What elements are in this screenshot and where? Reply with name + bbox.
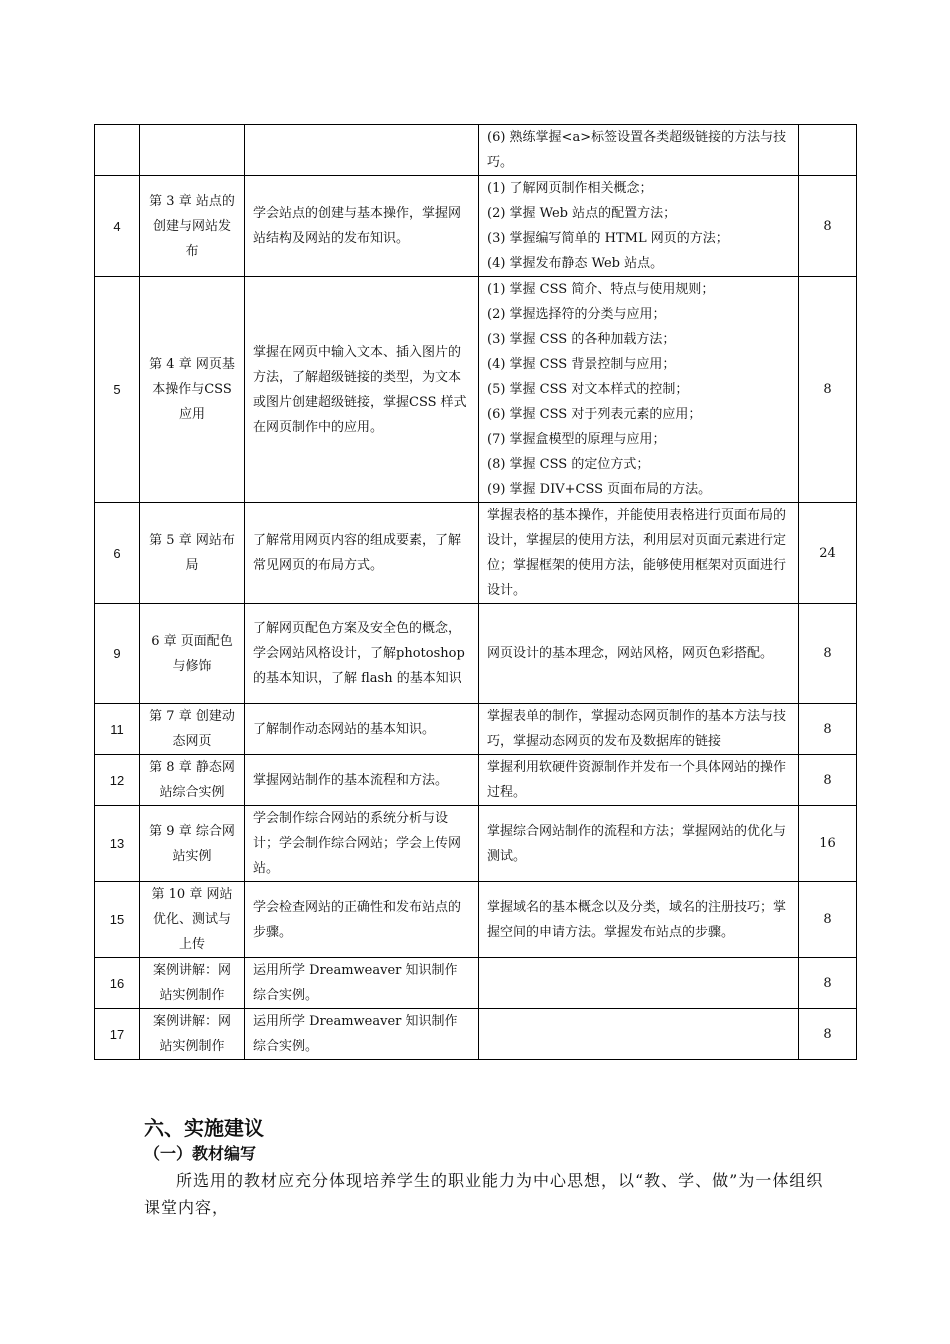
learning-objectives bbox=[479, 176, 799, 277]
table-row bbox=[95, 704, 857, 755]
teaching-content bbox=[245, 125, 479, 176]
objective-item: (1) 掌握 CSS 简介、特点与使用规则； bbox=[487, 282, 715, 297]
lesson-number bbox=[95, 125, 140, 176]
teaching-content: 了解网页配色方案及安全色的概念，学会网站风格设计，了解photoshop 的基本知识，了解 flash 的基本知识 bbox=[245, 604, 479, 704]
learning-objectives bbox=[479, 503, 799, 604]
learning-objectives bbox=[479, 704, 799, 755]
objective-item: (2) 掌握选择符的分类与应用； bbox=[487, 307, 666, 322]
chapter-title: 第 9 章 综合网站实例 bbox=[140, 806, 245, 882]
table-row bbox=[95, 958, 857, 1009]
table-row bbox=[95, 125, 857, 176]
lesson-number: 4 bbox=[95, 176, 140, 277]
chapter-title: 第 10 章 网站优化、测试与上传 bbox=[140, 882, 245, 958]
objective-item: 掌握利用软硬件资源制作并发布一个具体网站的操作过程。 bbox=[487, 760, 787, 800]
class-hours: 8 bbox=[799, 277, 857, 503]
class-hours: 8 bbox=[799, 176, 857, 277]
lesson-number: 6 bbox=[95, 503, 140, 604]
lesson-number: 9 bbox=[95, 604, 140, 704]
class-hours bbox=[799, 125, 857, 176]
learning-objectives bbox=[479, 125, 799, 176]
teaching-content: 了解常用网页内容的组成要素，了解常见网页的布局方式。 bbox=[245, 503, 479, 604]
objective-item: 掌握表格的基本操作，并能使用表格进行页面布局的设计，掌握层的使用方法，利用层对页面元素进行定位；掌握框架的使用方法，能够使用框架对页面进行设计。 bbox=[487, 508, 787, 598]
table-row bbox=[95, 882, 857, 958]
lesson-number: 16 bbox=[95, 958, 140, 1009]
learning-objectives bbox=[479, 277, 799, 503]
objective-item: (1) 了解网页制作相关概念； bbox=[487, 181, 653, 196]
teaching-content: 掌握在网页中输入文本、插入图片的方法，了解超级链接的类型，为文本或图片创建超级链接，掌握CSS 样式在网页制作中的应用。 bbox=[245, 277, 479, 503]
teaching-content: 了解制作动态网站的基本知识。 bbox=[245, 704, 479, 755]
objective-item: 掌握域名的基本概念以及分类，域名的注册技巧；掌握空间的申请方法。掌握发布站点的步骤。 bbox=[487, 899, 787, 940]
class-hours: 8 bbox=[799, 704, 857, 755]
class-hours: 8 bbox=[799, 604, 857, 704]
table-row bbox=[95, 604, 857, 704]
objective-item: 掌握综合网站制作的流程和方法；掌握网站的优化与测试。 bbox=[487, 823, 787, 864]
implementation-section bbox=[144, 1115, 824, 1221]
table-row bbox=[95, 277, 857, 503]
chapter-title: 第 4 章 网页基本操作与CSS 应用 bbox=[140, 277, 245, 503]
chapter-title: 案例讲解：网站实例制作 bbox=[140, 958, 245, 1009]
body-paragraph: 所选用的教材应充分体现培养学生的职业能力为中心思想，以“教、学、做”为一体组织课堂内容， bbox=[144, 1171, 824, 1217]
learning-objectives bbox=[479, 882, 799, 958]
chapter-title: 第 8 章 静态网站综合实例 bbox=[140, 755, 245, 806]
chapter-title: 第 5 章 网站布局 bbox=[140, 503, 245, 604]
teaching-content: 运用所学 Dreamweaver 知识制作综合实例。 bbox=[245, 1009, 479, 1060]
learning-objectives bbox=[479, 755, 799, 806]
table-row bbox=[95, 1009, 857, 1060]
lesson-number: 13 bbox=[95, 806, 140, 882]
class-hours: 16 bbox=[799, 806, 857, 882]
chapter-title: 第 3 章 站点的创建与网站发布 bbox=[140, 176, 245, 277]
lesson-number: 15 bbox=[95, 882, 140, 958]
objective-item: 网页设计的基本理念，网站风格，网页色彩搭配。 bbox=[487, 646, 774, 661]
learning-objectives bbox=[479, 806, 799, 882]
lesson-number: 17 bbox=[95, 1009, 140, 1060]
teaching-content: 学会站点的创建与基本操作，掌握网站结构及网站的发布知识。 bbox=[245, 176, 479, 277]
class-hours: 8 bbox=[799, 1009, 857, 1060]
class-hours: 8 bbox=[799, 755, 857, 806]
objective-item: (7) 掌握盒模型的原理与应用； bbox=[487, 432, 666, 447]
learning-objectives bbox=[479, 1009, 799, 1060]
section-heading: 六、实施建议 bbox=[144, 1118, 264, 1140]
teaching-content: 学会检查网站的正确性和发布站点的步骤。 bbox=[245, 882, 479, 958]
chapter-title bbox=[140, 125, 245, 176]
class-hours: 24 bbox=[799, 503, 857, 604]
objective-item: (4) 掌握发布静态 Web 站点。 bbox=[487, 256, 664, 271]
learning-objectives bbox=[479, 958, 799, 1009]
chapter-title: 6 章 页面配色与修饰 bbox=[140, 604, 245, 704]
table-row bbox=[95, 755, 857, 806]
chapter-title: 第 7 章 创建动态网页 bbox=[140, 704, 245, 755]
table-row bbox=[95, 176, 857, 277]
table-row bbox=[95, 503, 857, 604]
objective-item: (3) 掌握 CSS 的各种加载方法； bbox=[487, 332, 676, 347]
course-schedule-table bbox=[94, 124, 857, 1060]
teaching-content: 掌握网站制作的基本流程和方法。 bbox=[245, 755, 479, 806]
learning-objectives bbox=[479, 604, 799, 704]
objective-item: (8) 掌握 CSS 的定位方式； bbox=[487, 457, 650, 472]
objective-item: (5) 掌握 CSS 对文本样式的控制； bbox=[487, 382, 689, 397]
objective-item: (4) 掌握 CSS 背景控制与应用； bbox=[487, 357, 676, 372]
class-hours: 8 bbox=[799, 958, 857, 1009]
class-hours: 8 bbox=[799, 882, 857, 958]
lesson-number: 11 bbox=[95, 704, 140, 755]
lesson-number: 12 bbox=[95, 755, 140, 806]
teaching-content: 运用所学 Dreamweaver 知识制作综合实例。 bbox=[245, 958, 479, 1009]
teaching-content: 学会制作综合网站的系统分析与设计；学会制作综合网站；学会上传网站。 bbox=[245, 806, 479, 882]
objective-item: (3) 掌握编写简单的 HTML 网页的方法； bbox=[487, 231, 729, 246]
objective-item: (9) 掌握 DIV+CSS 页面布局的方法。 bbox=[487, 482, 712, 497]
objective-item: (6) 熟练掌握<a>标签设置各类超级链接的方法与技巧。 bbox=[487, 130, 787, 170]
objective-item: 掌握表单的制作，掌握动态网页制作的基本方法与技巧，掌握动态网页的发布及数据库的链接 bbox=[487, 709, 787, 749]
chapter-title: 案例讲解：网站实例制作 bbox=[140, 1009, 245, 1060]
objective-item: (6) 掌握 CSS 对于列表元素的应用； bbox=[487, 407, 702, 422]
table-row bbox=[95, 806, 857, 882]
objective-item: (2) 掌握 Web 站点的配置方法； bbox=[487, 206, 677, 221]
subsection-heading: （一）教材编写 bbox=[144, 1146, 257, 1163]
lesson-number: 5 bbox=[95, 277, 140, 503]
